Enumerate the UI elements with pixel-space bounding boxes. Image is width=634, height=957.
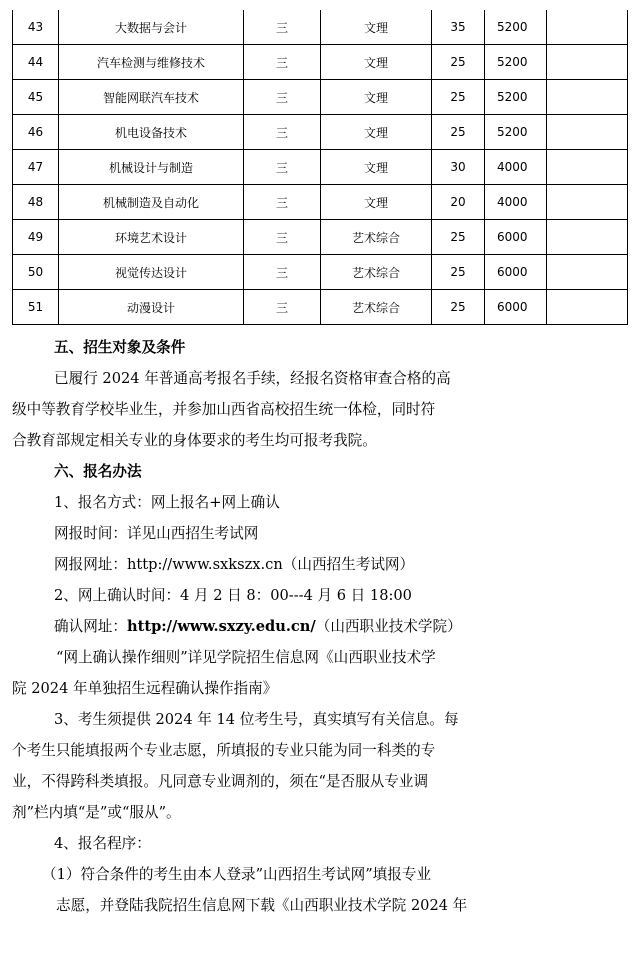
cell-major: 视觉传达设计 <box>59 255 244 290</box>
table-row <box>13 10 628 45</box>
cell-fee: 4000 <box>485 185 547 220</box>
cell-no: 48 <box>13 185 59 220</box>
admission-text <box>12 332 612 921</box>
cell-plan: 25 <box>432 255 485 290</box>
cell-years: 三 <box>244 185 321 220</box>
cell-years: 三 <box>244 290 321 325</box>
cell-category: 艺术综合 <box>321 255 432 290</box>
cell-plan: 35 <box>432 10 485 45</box>
cell-category: 艺术综合 <box>321 220 432 255</box>
cell-fee: 6000 <box>485 220 547 255</box>
table-row <box>13 150 628 185</box>
cell-major: 机械制造及自动化 <box>59 185 244 220</box>
cell-category: 文理 <box>321 185 432 220</box>
table-row <box>13 290 628 325</box>
section5-line-3: 合教育部规定相关专业的身体要求的考生均可报考我院。 <box>12 432 377 449</box>
cell-years: 三 <box>244 45 321 80</box>
table-row <box>13 255 628 290</box>
cell-category: 艺术综合 <box>321 290 432 325</box>
table-row <box>13 45 628 80</box>
cell-major: 汽车检测与维修技术 <box>59 45 244 80</box>
cell-plan: 20 <box>432 185 485 220</box>
cell-fee: 5200 <box>485 80 547 115</box>
guide-line-2: 院 2024 年单独招生远程确认操作指南》 <box>12 680 278 697</box>
cell-fee: 6000 <box>485 255 547 290</box>
section5-line-2: 级中等教育学校毕业生，并参加山西省高校招生统一体检，同时符 <box>12 401 436 418</box>
cell-major: 大数据与会计 <box>59 10 244 45</box>
registration-method: 1、报名方式：网上报名+网上确认 <box>54 494 280 511</box>
cell-category: 文理 <box>321 80 432 115</box>
section5-heading: 五、招生对象及条件 <box>54 339 186 356</box>
cell-years: 三 <box>244 10 321 45</box>
cell-years: 三 <box>244 150 321 185</box>
cell-no: 44 <box>13 45 59 80</box>
cell-years: 三 <box>244 220 321 255</box>
item3-line-3: 业，不得跨科类填报。凡同意专业调剂的，须在“是否服从专业调 <box>12 773 429 790</box>
cell-plan: 25 <box>432 115 485 150</box>
table-row <box>13 220 628 255</box>
cell-years: 三 <box>244 115 321 150</box>
confirm-url-link[interactable]: http://www.sxzy.edu.cn/ <box>126 618 316 635</box>
cell-note <box>547 10 628 45</box>
cell-plan: 25 <box>432 220 485 255</box>
cell-no: 49 <box>13 220 59 255</box>
cell-category: 文理 <box>321 150 432 185</box>
cell-no: 51 <box>13 290 59 325</box>
cell-note <box>547 45 628 80</box>
step1-line-1: （1）符合条件的考生由本人登录”山西招生考试网”填报专业 <box>42 866 432 883</box>
majors-table <box>12 10 628 325</box>
cell-note <box>547 255 628 290</box>
cell-fee: 5200 <box>485 115 547 150</box>
cell-fee: 5200 <box>485 10 547 45</box>
online-registration-url: 网报网址：http://www.sxkszx.cn（山西招生考试网） <box>54 556 415 573</box>
cell-no: 50 <box>13 255 59 290</box>
item4-heading: 4、报名程序： <box>54 835 151 852</box>
cell-plan: 30 <box>432 150 485 185</box>
table-row <box>13 115 628 150</box>
cell-fee: 5200 <box>485 45 547 80</box>
cell-no: 45 <box>13 80 59 115</box>
item3-line-1: 3、考生须提供 2024 年 14 位考生号，真实填写有关信息。每 <box>54 711 459 728</box>
confirm-url-line <box>12 611 612 642</box>
cell-note <box>547 220 628 255</box>
cell-plan: 25 <box>432 290 485 325</box>
cell-no: 47 <box>13 150 59 185</box>
guide-line-1: “网上确认操作细则”详见学院招生信息网《山西职业技术学 <box>56 649 436 666</box>
section6-heading: 六、报名办法 <box>54 463 142 480</box>
cell-major: 机械设计与制造 <box>59 150 244 185</box>
item3-line-4: 剂”栏内填“是”或“服从”。 <box>12 804 181 821</box>
cell-no: 46 <box>13 115 59 150</box>
cell-no: 43 <box>13 10 59 45</box>
cell-years: 三 <box>244 255 321 290</box>
cell-fee: 4000 <box>485 150 547 185</box>
cell-major: 环境艺术设计 <box>59 220 244 255</box>
online-confirm-time: 2、网上确认时间：4 月 2 日 8：00---4 月 6 日 18:00 <box>54 587 412 604</box>
table-row <box>13 185 628 220</box>
online-registration-time: 网报时间：详见山西招生考试网 <box>54 525 259 542</box>
section5-line-1: 已履行 2024 年普通高考报名手续，经报名资格审查合格的高 <box>54 370 451 387</box>
cell-note <box>547 150 628 185</box>
majors-table-body <box>13 10 628 325</box>
confirm-url-label: 确认网址： <box>54 618 127 635</box>
cell-category: 文理 <box>321 45 432 80</box>
step1-line-2: 志愿，并登陆我院招生信息网下载《山西职业技术学院 2024 年 <box>56 897 468 914</box>
cell-note <box>547 80 628 115</box>
cell-category: 文理 <box>321 115 432 150</box>
confirm-url-suffix: （山西职业技术学院） <box>315 618 462 635</box>
table-row <box>13 80 628 115</box>
cell-note <box>547 115 628 150</box>
item3-line-2: 个考生只能填报两个专业志愿，所填报的专业只能为同一科类的专 <box>12 742 436 759</box>
cell-major: 机电设备技术 <box>59 115 244 150</box>
cell-note <box>547 290 628 325</box>
cell-major: 智能网联汽车技术 <box>59 80 244 115</box>
cell-plan: 25 <box>432 45 485 80</box>
cell-note <box>547 185 628 220</box>
cell-plan: 25 <box>432 80 485 115</box>
cell-major: 动漫设计 <box>59 290 244 325</box>
cell-fee: 6000 <box>485 290 547 325</box>
cell-category: 文理 <box>321 10 432 45</box>
cell-years: 三 <box>244 80 321 115</box>
